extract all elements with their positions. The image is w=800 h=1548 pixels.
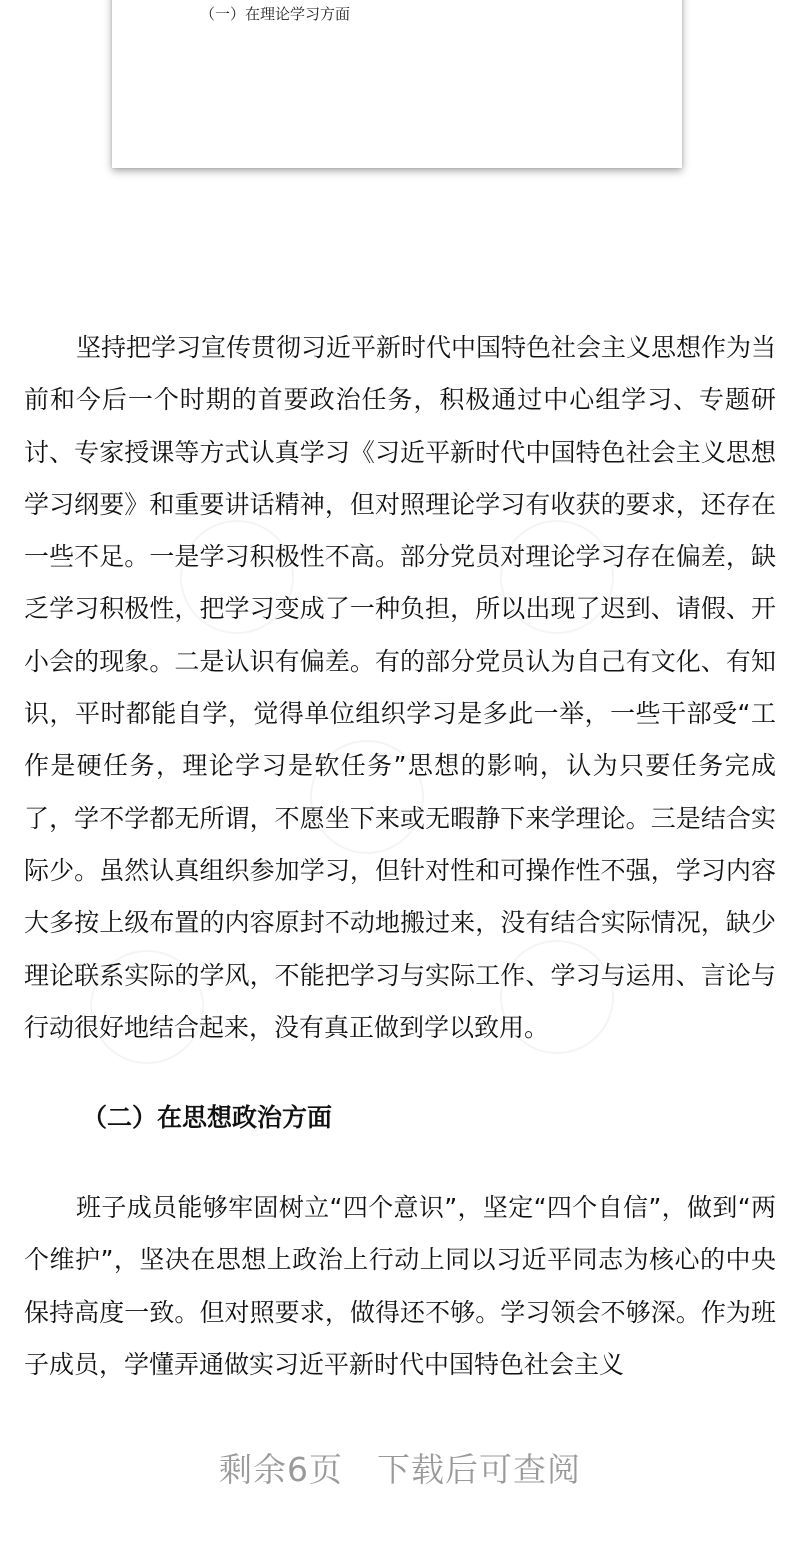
body-paragraph: 班子成员能够牢固树立“四个意识”，坚定“四个自信”，做到“两个维护”，坚决在思想上政治上行动上同以习近平同志为核心的中央保持高度一致。但对照要求，做得还不够。学习领会不够深。作为班子成员，学懂弄通做实习近平新时代中国特色社会主义 — [24, 1193, 776, 1379]
body-paragraph: 坚持把学习宣传贯彻习近平新时代中国特色社会主义思想作为当前和今后一个时期的首要政治任务，积极通过中心组学习、专题研讨、专家授课等方式认真学习《习近平新时代中国特色社会主义思想学习纲要》和重要讲话精神，但对照理论学习有收获的要求，还存在一些不足。一是学习积极性不高。部分党员对理论学习存在偏差，缺乏学习积极性，把学习变成了一种负担，所以出现了迟到、请假、开小会的现象。二是认识有偏差。有的部分党员认为自己有文化、有知识，平时都能自学，觉得单位组织学习是多此一举，一些干部受“工作是硬任务，理论学习是软任务”思想的影响，认为只要任务完成了，学不学都无所谓，不愿坐下来或无暇静下来学理论。三是结合实际少。虽然认真组织参加学习，但针对性和可操作性不强，学习内容大多按上级布置的内容原封不动地搬过来，没有结合实际情况，缺少理论联系实际的学风，不能把学习与实际工作、学习与运用、言论与行动很好地结合起来，没有真正做到学以致用。 — [24, 333, 777, 1042]
preview-section-heading: （一）在理论学习方面 — [200, 5, 351, 23]
download-to-view-text: 下载后可查阅 — [377, 1450, 581, 1489]
section-heading: （二）在思想政治方面 — [82, 1103, 333, 1132]
remaining-pages-banner[interactable] — [0, 1445, 800, 1495]
remaining-pages-text: 剩余6页 — [219, 1450, 343, 1489]
page-preview-card — [112, 0, 682, 168]
